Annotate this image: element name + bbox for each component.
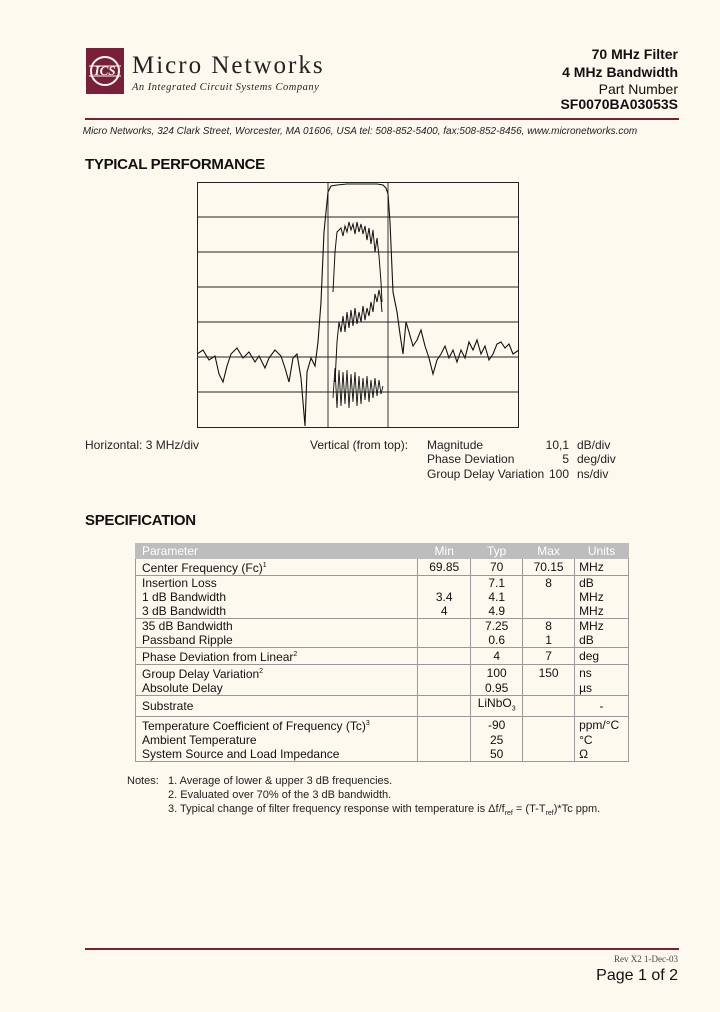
min-cell xyxy=(418,633,471,648)
table-row xyxy=(136,633,629,648)
param-cell: Insertion Loss xyxy=(136,576,418,591)
table-row xyxy=(136,681,629,696)
header-typ: Typ xyxy=(471,544,523,559)
max-cell: 70.15 xyxy=(523,559,575,576)
typ-cell: 0.95 xyxy=(471,681,523,696)
note-2: 2. Evaluated over 70% of the 3 dB bandwidth. xyxy=(168,789,392,801)
scale-magnitude-name: Magnitude xyxy=(427,438,484,452)
typ-cell: 25 xyxy=(471,733,523,747)
company-name: Micro Networks xyxy=(132,52,325,79)
table-header-row xyxy=(136,544,629,559)
page-number: Page 1 of 2 xyxy=(596,967,678,984)
table-row xyxy=(136,648,629,665)
table-row xyxy=(136,604,629,619)
units-cell: deg xyxy=(575,648,629,665)
max-cell xyxy=(523,590,575,604)
typ-cell: 4.1 xyxy=(471,590,523,604)
header-units: Units xyxy=(575,544,629,559)
table-row xyxy=(136,733,629,747)
min-cell xyxy=(418,619,471,634)
scale-phase-value: 5 xyxy=(562,452,569,466)
param-cell: Substrate xyxy=(136,696,418,717)
param-cell: Passband Ripple xyxy=(136,633,418,648)
typ-cell: 50 xyxy=(471,747,523,762)
header-parameter: Parameter xyxy=(136,544,418,559)
param-cell: System Source and Load Impedance xyxy=(136,747,418,762)
notes-label: Notes: xyxy=(127,775,159,787)
typ-cell: 4 xyxy=(471,648,523,665)
units-cell: - xyxy=(575,696,629,717)
note-3: 3. Typical change of filter frequency response with temperature is $\Delta f/f_{ref} = (T-T_{ref})*Tc$ ppm. xyxy=(168,803,601,818)
logo-text: ICS xyxy=(94,63,116,78)
units-cell: Ω xyxy=(575,747,629,762)
footer-divider xyxy=(85,948,679,950)
param-cell: 3 dB Bandwidth xyxy=(136,604,418,619)
param-cell: Temperature Coefficient of Frequency $(Tc)^3$ xyxy=(136,717,418,734)
max-cell: 8 xyxy=(523,576,575,591)
units-cell: MHz xyxy=(575,604,629,619)
max-cell: 8 xyxy=(523,619,575,634)
units-cell: MHz xyxy=(575,590,629,604)
company-tagline: An Integrated Circuit Systems Company xyxy=(132,82,320,93)
part-number: SF0070BA03053S xyxy=(560,96,678,112)
typ-cell: 70 xyxy=(471,559,523,576)
ics-logo-icon xyxy=(86,48,124,94)
units-cell: µs xyxy=(575,681,629,696)
max-cell xyxy=(523,696,575,717)
specification-table xyxy=(135,543,629,762)
horizontal-scale: Horizontal: 3 MHz/div xyxy=(85,438,200,452)
scale-magnitude-unit: dB/div xyxy=(577,438,611,452)
min-cell xyxy=(418,717,471,734)
units-cell: dB xyxy=(575,576,629,591)
scale-delay-name: Group Delay Variation xyxy=(427,467,545,481)
header-min: Min xyxy=(418,544,471,559)
scale-delay-value: 100 xyxy=(548,467,569,481)
min-cell: 69.85 xyxy=(418,559,471,576)
min-cell xyxy=(418,576,471,591)
scale-phase-name: Phase Deviation xyxy=(427,452,515,466)
product-title: 70 MHz Filter xyxy=(591,46,678,62)
vertical-scale-label: Vertical (from top): xyxy=(310,438,409,452)
performance-heading: TYPICAL PERFORMANCE xyxy=(85,156,265,173)
min-cell xyxy=(418,747,471,762)
specification-heading: SPECIFICATION xyxy=(85,512,196,529)
typ-cell: 0.6 xyxy=(471,633,523,648)
min-cell xyxy=(418,648,471,665)
max-cell: 150 xyxy=(523,665,575,682)
units-cell: ns xyxy=(575,665,629,682)
header-max: Max xyxy=(523,544,575,559)
min-cell: 3.4 xyxy=(418,590,471,604)
header-divider xyxy=(85,118,679,120)
note-1: 1. Average of lower & upper 3 dB frequencies. xyxy=(168,775,393,787)
units-cell: MHz xyxy=(575,619,629,634)
units-cell: °C xyxy=(575,733,629,747)
product-bandwidth: 4 MHz Bandwidth xyxy=(562,64,678,80)
table-row xyxy=(136,665,629,682)
param-cell: Ambient Temperature xyxy=(136,733,418,747)
units-cell: dB xyxy=(575,633,629,648)
min-cell xyxy=(418,696,471,717)
min-cell xyxy=(418,665,471,682)
performance-plot xyxy=(197,182,519,428)
max-cell xyxy=(523,604,575,619)
max-cell xyxy=(523,733,575,747)
scale-phase-unit: deg/div xyxy=(577,452,616,466)
typ-cell: -90 xyxy=(471,717,523,734)
scale-magnitude-value: 10,1 xyxy=(545,438,569,452)
max-cell xyxy=(523,681,575,696)
typ-cell: 7.25 xyxy=(471,619,523,634)
table-row xyxy=(136,696,629,717)
scale-delay-unit: ns/div xyxy=(577,467,609,481)
min-cell xyxy=(418,733,471,747)
max-cell: 7 xyxy=(523,648,575,665)
min-cell xyxy=(418,681,471,696)
param-cell: Group Delay Variation$^2$ xyxy=(136,665,418,682)
units-cell: ppm/°C xyxy=(575,717,629,734)
typ-cell: LiNbO$_3$ xyxy=(471,696,523,717)
table-row xyxy=(136,619,629,634)
table-row xyxy=(136,747,629,762)
param-cell: Phase Deviation from Linear$^2$ xyxy=(136,648,418,665)
units-cell: MHz xyxy=(575,559,629,576)
typ-cell: 4.9 xyxy=(471,604,523,619)
table-row xyxy=(136,590,629,604)
param-cell: Center Frequency $(Fc)^1$ xyxy=(136,559,418,576)
max-cell xyxy=(523,747,575,762)
max-cell: 1 xyxy=(523,633,575,648)
min-cell: 4 xyxy=(418,604,471,619)
param-cell: Absolute Delay xyxy=(136,681,418,696)
revision-date: Rev X2 1-Dec-03 xyxy=(614,954,678,964)
table-row xyxy=(136,717,629,734)
part-number-label: Part Number xyxy=(598,81,678,97)
max-cell xyxy=(523,717,575,734)
param-cell: 1 dB Bandwidth xyxy=(136,590,418,604)
table-row xyxy=(136,559,629,576)
table-row xyxy=(136,576,629,591)
contact-address: Micro Networks, 324 Clark Street, Worcester, MA 01606, USA tel: 508-852-5400, fax:508-852-8456, www.micronetworks.com xyxy=(82,126,638,137)
param-cell: 35 dB Bandwidth xyxy=(136,619,418,634)
typ-cell: 100 xyxy=(471,665,523,682)
typ-cell: 7.1 xyxy=(471,576,523,591)
